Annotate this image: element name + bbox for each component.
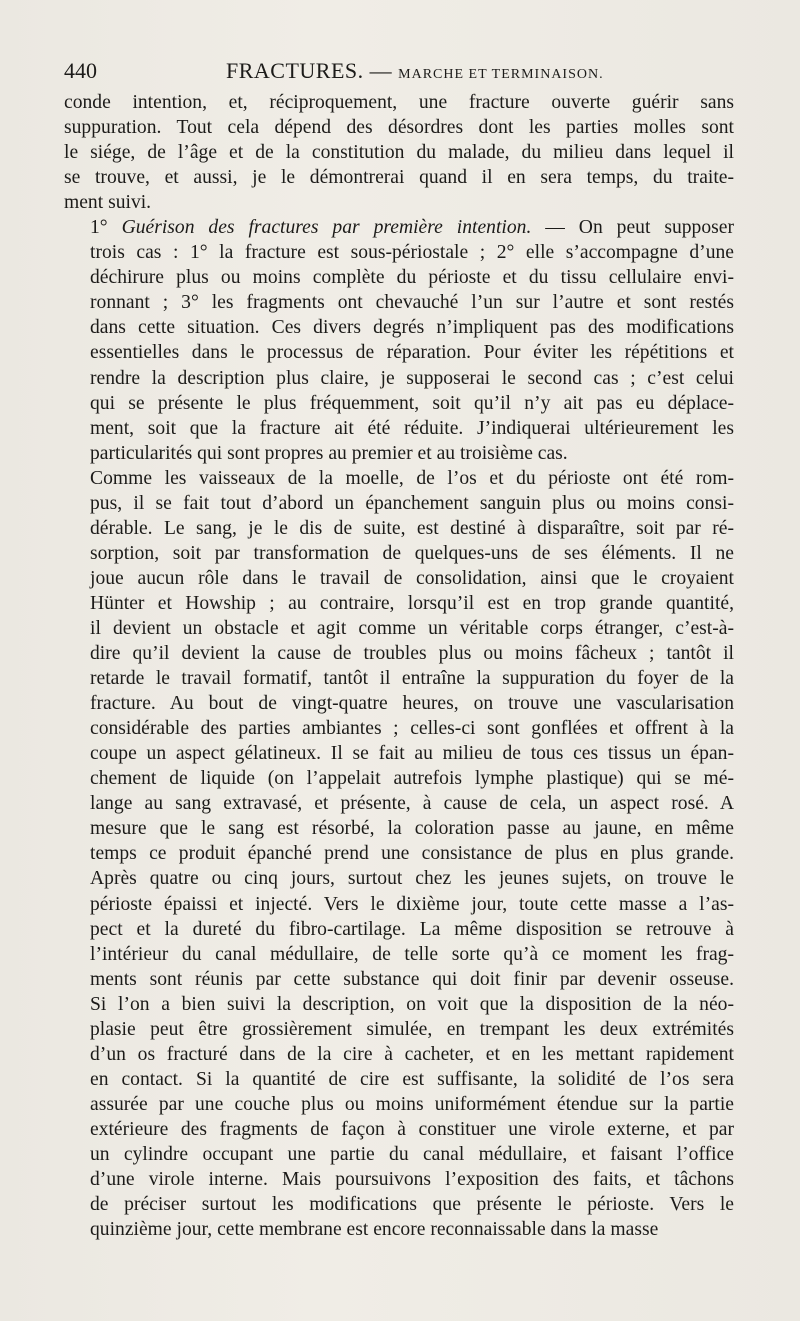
- line-text: dire qu’il devient la cause de troubles plus ou moins fâcheux ; tantôt il: [90, 643, 734, 665]
- line-text: coupe un aspect gélatineux. Il se fait au milieu de tous ces tissus un épan-: [90, 743, 734, 765]
- line-text: il devient un obstacle et agit comme un véritable corps étranger, c’est-à-: [90, 617, 734, 639]
- text-line: [64, 866, 734, 891]
- line-text: d’un os fracturé dans de la cire à cacheter, et en les mettant rapidement: [90, 1043, 734, 1065]
- text-line: [64, 641, 734, 666]
- line-text: essentielles dans le processus de réparation. Pour éviter les répétitions et: [90, 342, 734, 364]
- section-number: 1°: [90, 217, 122, 239]
- line-text: trois cas : 1° la fracture est sous-périostale ; 2° elle s’accompagne d’une: [90, 242, 734, 264]
- text-line: [64, 741, 734, 766]
- text-line: [64, 841, 734, 866]
- line-text: périoste épaissi et injecté. Vers le dixième jour, toute cette masse a l’as-: [90, 893, 734, 915]
- line-text: ronnant ; 3° les fragments ont chevauché l’un sur l’autre et sont restés: [90, 292, 734, 314]
- line-text: ments sont réunis par cette substance qui doit finir par devenir osseuse.: [90, 968, 734, 990]
- text-line: [64, 215, 734, 240]
- text-line: [64, 165, 734, 190]
- line-text: sorption, soit par transformation de quelques-uns de ses éléments. Il ne: [90, 542, 734, 564]
- line-text: assurée par une couche plus ou moins uniformément étendue sur la partie: [90, 1093, 734, 1115]
- text-line: [64, 992, 734, 1017]
- text-line: [64, 917, 734, 942]
- running-title-main: FRACTURES.: [226, 58, 364, 83]
- text-line: [64, 90, 734, 115]
- line-text: chement de liquide (on l’appelait autrefois lymphe plastique) qui se mé-: [90, 768, 734, 790]
- line-text: Comme les vaisseaux de la moelle, de l’os et du périoste ont été rom-: [90, 467, 734, 489]
- line-text: en contact. Si la quantité de cire est suffisante, la solidité de l’os sera: [90, 1068, 734, 1090]
- text-line: [64, 541, 734, 566]
- line-text: particularités qui sont propres au premier et au troisième cas.: [90, 442, 568, 464]
- line-text: pus, il se fait tout d’abord un épanchement sanguin plus ou moins consi-: [90, 492, 734, 514]
- line-text: fracture. Au bout de vingt-quatre heures, on trouve une vascularisation: [90, 693, 734, 715]
- text-line: [64, 391, 734, 416]
- section-heading: Guérison des fractures par première intention.: [121, 217, 532, 239]
- body-text: [64, 90, 734, 1242]
- line-text: ment, soit que la fracture ait été réduite. J’indiquerai ultérieurement les: [90, 417, 734, 439]
- text-line: [64, 1217, 734, 1242]
- text-line: [64, 716, 734, 741]
- line-text: quinzième jour, cette membrane est encore reconnaissable dans la masse: [90, 1219, 659, 1241]
- text-line: [64, 967, 734, 992]
- text-line: [64, 1067, 734, 1092]
- text-line: [64, 466, 734, 491]
- paragraph: [64, 215, 734, 465]
- text-line: [64, 791, 734, 816]
- text-line: [64, 591, 734, 616]
- text-line: [64, 816, 734, 841]
- text-line: [64, 1042, 734, 1067]
- line-text: retarde le travail formatif, tantôt il entraîne la suppuration du foyer de la: [90, 668, 734, 690]
- text-line: [64, 766, 734, 791]
- running-title: [226, 56, 604, 90]
- line-text: l’intérieur du canal médullaire, de telle sorte qu’à ce moment les frag-: [90, 943, 734, 965]
- line-text: Si l’on a bien suivi la description, on voit que la disposition de la néo-: [90, 993, 734, 1015]
- text-line: [64, 892, 734, 917]
- text-line: [64, 115, 734, 140]
- line-text: joue aucun rôle dans le travail de consolidation, ainsi que le croyaient: [90, 567, 734, 589]
- line-text: dérable. Le sang, je le dis de suite, est destiné à disparaître, soit par ré-: [90, 517, 734, 539]
- line-text: le siége, de l’âge et de la constitution du malade, du milieu dans lequel il: [64, 142, 734, 164]
- text-line: [64, 190, 734, 215]
- text-line: [64, 942, 734, 967]
- text-line: [64, 1117, 734, 1142]
- text-line: [64, 666, 734, 691]
- line-text: Après quatre ou cinq jours, surtout chez les jeunes sujets, on trouve le: [90, 868, 734, 890]
- line-text: plasie peut être grossièrement simulée, en trempant les deux extrémités: [90, 1018, 734, 1040]
- text-line: [64, 1192, 734, 1217]
- line-text: ment suivi.: [64, 192, 152, 214]
- line-text: un cylindre occupant une partie du canal médullaire, et faisant l’office: [90, 1143, 734, 1165]
- text-line: [64, 1092, 734, 1117]
- text-line: [64, 1167, 734, 1192]
- line-text: qui se présente le plus fréquemment, soit qu’il n’y ait pas eu déplace-: [90, 392, 734, 414]
- line-text: lange au sang extravasé, et présente, à cause de cela, un aspect rosé. A: [90, 793, 734, 815]
- line-text: pect et la dureté du fibro-cartilage. La même disposition se retrouve à: [90, 918, 734, 940]
- page-number: 440: [64, 58, 97, 83]
- text-line: [64, 516, 734, 541]
- text-line: [64, 566, 734, 591]
- line-text: rendre la description plus claire, je supposerai le second cas ; c’est celui: [90, 367, 734, 389]
- text-line: [64, 416, 734, 441]
- line-text: Hünter et Howship ; au contraire, lorsqu’il est en trop grande quantité,: [90, 592, 734, 614]
- text-line: [64, 265, 734, 290]
- running-header: [64, 56, 732, 86]
- running-title-dash: —: [363, 58, 399, 83]
- text-line: [64, 691, 734, 716]
- running-title-sub: MARCHE ET TERMINAISON.: [398, 67, 604, 82]
- text-line: [64, 366, 734, 391]
- text-line: [64, 1142, 734, 1167]
- line-text: suppuration. Tout cela dépend des désordres dont les parties molles sont: [64, 117, 734, 139]
- line-text: mesure que le sang est résorbé, la coloration passe au jaune, en même: [90, 818, 734, 840]
- text-line: [64, 290, 734, 315]
- paragraph: [64, 466, 734, 1242]
- text-line: [64, 441, 734, 466]
- text-line: [64, 491, 734, 516]
- text-line: [64, 616, 734, 641]
- line-text: temps ce produit épanché prend une consistance de plus en plus grande.: [90, 843, 734, 865]
- line-text: d’une virole interne. Mais poursuivons l’exposition des faits, et tâchons: [90, 1169, 734, 1191]
- line-text: considérable des parties ambiantes ; celles-ci sont gonflées et offrent à la: [90, 718, 734, 740]
- line-text: se trouve, et aussi, je le démontrerai quand il en sera temps, du traite-: [64, 167, 734, 189]
- text-line: [64, 315, 734, 340]
- text-line: [64, 140, 734, 165]
- line-text: dans cette situation. Ces divers degrés n’impliquent pas des modifications: [90, 317, 734, 339]
- line-text: de préciser surtout les modifications que présente le périoste. Vers le: [90, 1194, 734, 1216]
- line-text: — On peut supposer: [531, 217, 734, 239]
- line-text: déchirure plus ou moins complète du périoste et du tissu cellulaire envi-: [90, 267, 734, 289]
- text-line: [64, 1017, 734, 1042]
- paragraph: [64, 90, 734, 215]
- line-text: conde intention, et, réciproquement, une fracture ouverte guérir sans: [64, 92, 734, 113]
- text-line: [64, 340, 734, 365]
- text-line: [64, 240, 734, 265]
- line-text: extérieure des fragments de façon à constituer une virole externe, et par: [90, 1118, 734, 1140]
